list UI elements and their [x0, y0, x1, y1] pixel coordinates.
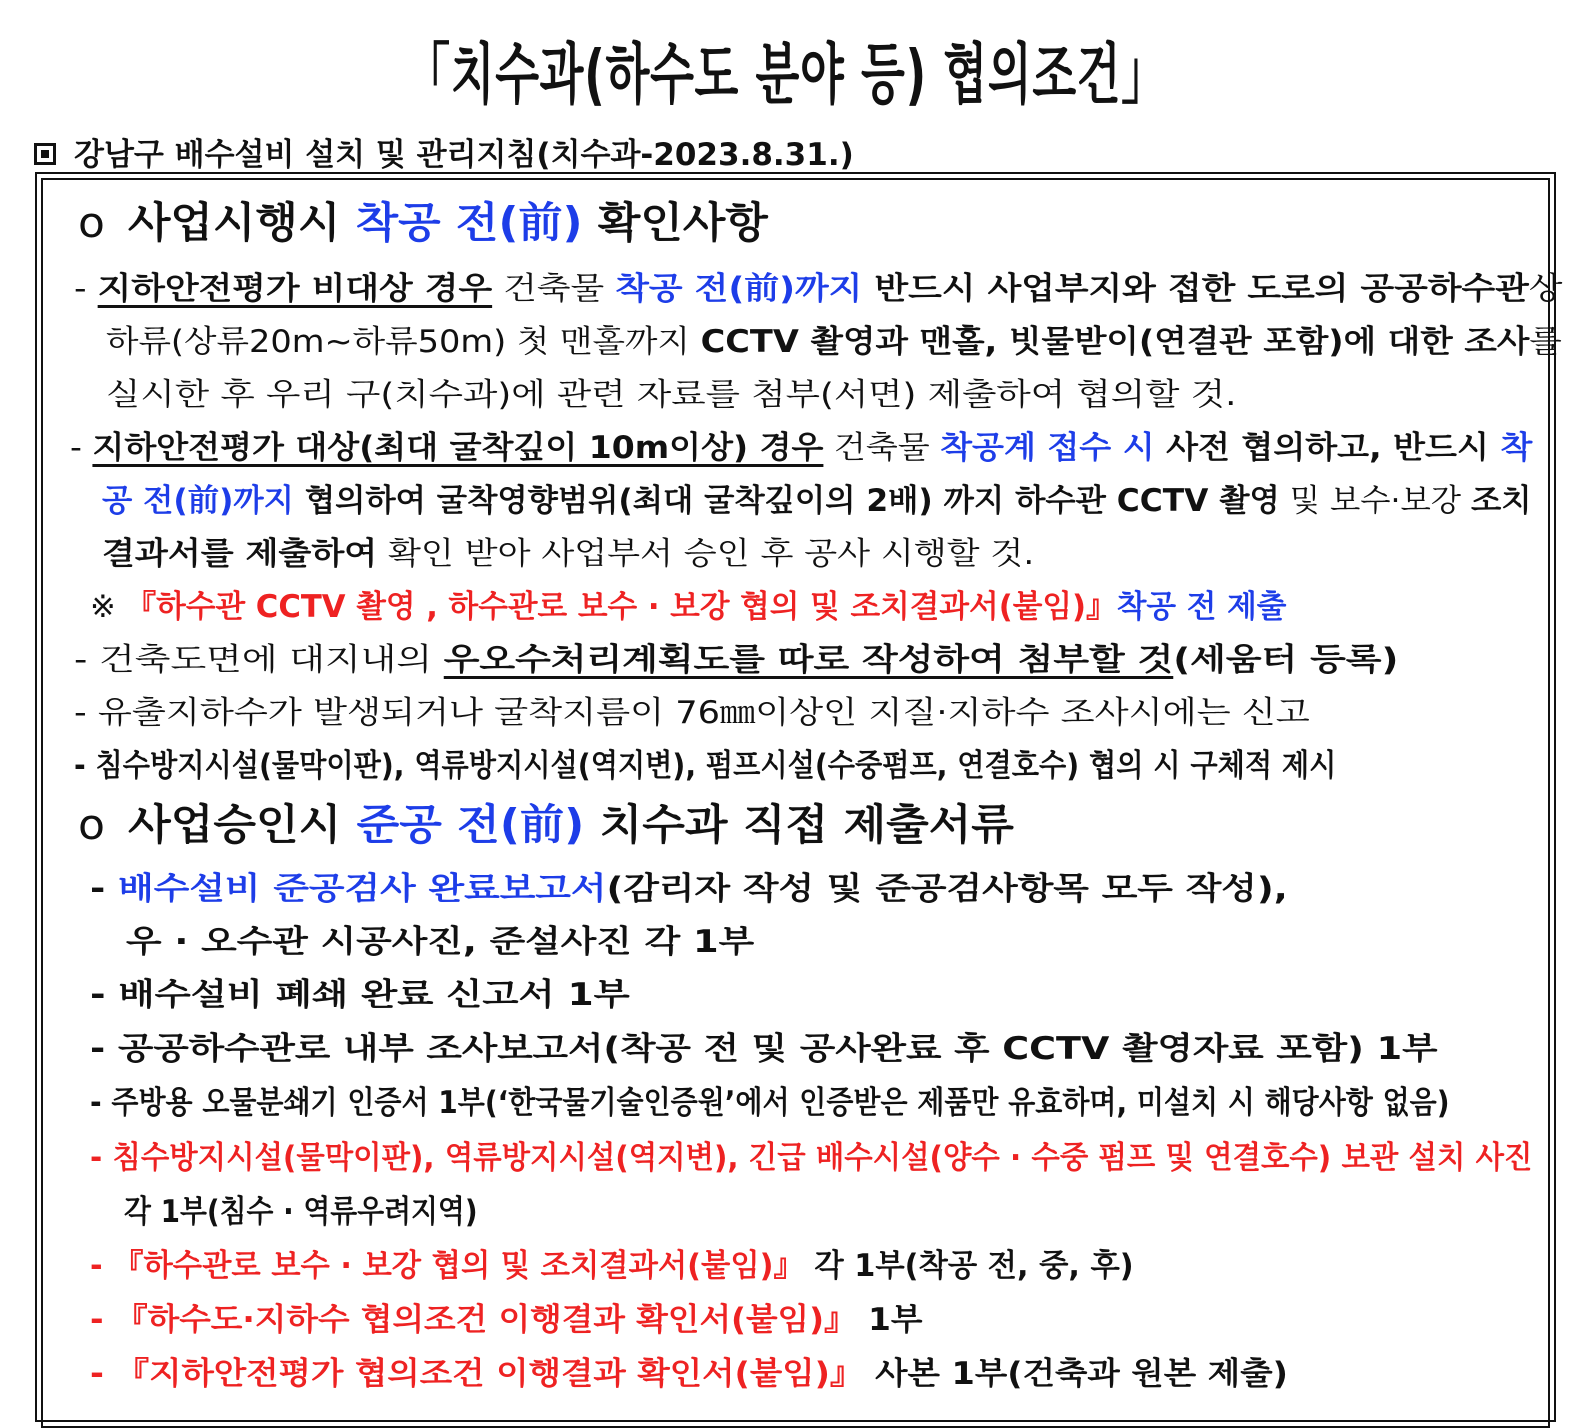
s1-item2-text-bold: 사전 협의하고, 반드시: [1154, 430, 1501, 466]
s2-item8: [90, 1349, 1288, 1399]
s1-item4: - 유출지하수가 발생되거나 굴착지름이 76㎜이상인 지질·지하수 조사시에는 신고: [74, 695, 1310, 731]
s1-item1-text-end: 상: [1528, 271, 1563, 307]
section2-heading: [78, 800, 1014, 850]
s2-item1-title: 배수설비 준공검사 완료보고서: [118, 871, 607, 907]
s1-item1-line2: [106, 317, 1562, 367]
s2-item3: - 공공하수관로 내부 조사보고서(착공 전 및 공사완료 후 CCTV 촬영자료 포함) 1부: [90, 1031, 1438, 1067]
s1-item2-condition: 지하안전평가 대상(최대 굴착깊이 10m이상) 경우: [92, 430, 824, 466]
s1-item2-text-end: 착: [1500, 430, 1533, 466]
s2-item7-black: 1부: [856, 1302, 923, 1338]
s2-item1-line1: [90, 864, 1288, 914]
s1-item2-line3a: 결과서를 제출하여: [102, 536, 378, 572]
note-mark: ※: [90, 589, 116, 625]
s1-item2-line2c: 및 보수·보강: [1279, 483, 1471, 519]
section-bullet: o: [78, 800, 106, 849]
s1-item2-line2d: 조치: [1470, 483, 1532, 519]
section2-heading-highlight: 준공 전(前): [356, 800, 585, 849]
section1-heading-c: 확인사항: [582, 198, 768, 247]
s1-item3-p1: 건축도면에 대지내의: [87, 642, 444, 678]
s1-item2-text: 건축물: [823, 430, 941, 466]
s1-item3: [74, 635, 1398, 685]
s1-item2-line1: [70, 423, 1532, 473]
section1-heading-a: 사업시행시: [127, 198, 356, 247]
s2-item4: - 주방용 오물분쇄기 인증서 1부(‘한국물기술인증원’에서 인증받은 제품만 유효하며, 미설치 시 해당사항 없음): [90, 1085, 1450, 1121]
s1-item2-line2a: 공 전(前)까지: [102, 483, 294, 519]
s1-item3-p2: 우오수처리계획도를 따로 작성하여 첨부할 것: [443, 642, 1174, 678]
s2-item6-black: 각 1부(착공 전, 중, 후): [803, 1248, 1134, 1284]
s2-item7: [90, 1295, 922, 1345]
s1-item2-deadline: 착공계 접수 시: [940, 430, 1155, 466]
s1-item3-p3: (세움터 등록): [1173, 642, 1399, 678]
s1-item2-line3: [102, 529, 1034, 579]
s1-item1-line2b: CCTV 촬영과 맨홀, 빗물받이(연결관 포함)에 대한 조사: [700, 324, 1530, 360]
s1-item1-text-bold: 반드시 사업부지와 접한 도로의 공공하수관: [862, 271, 1529, 307]
s1-item1-deadline: 착공 전(前)까지: [615, 271, 863, 307]
s1-item5: - 침수방지시설(물막이판), 역류방지시설(역지변), 펌프시설(수중펌프, 연결호수) 협의 시 구체적 제시: [74, 748, 1337, 784]
s2-item2: - 배수설비 폐쇄 완료 신고서 1부: [90, 977, 630, 1013]
s1-item1-text: 건축물: [492, 271, 616, 307]
s2-item6-red: - 『하수관로 보수 · 보강 협의 및 조치결과서(붙임)』: [90, 1248, 804, 1284]
subtitle-text: 강남구 배수설비 설치 및 관리지침(치수과-2023.8.31.): [74, 137, 854, 173]
s1-item2-line2b: 협의하여 굴착영향범위(최대 굴착깊이의 2배) 까지 하수관 CCTV 촬영: [293, 483, 1280, 519]
s1-item1-line2a: 하류(상류20m~하류50m) 첫 맨홀까지: [106, 324, 701, 360]
s2-item7-red: - 『하수도·지하수 협의조건 이행결과 확인서(붙임)』: [90, 1302, 857, 1338]
s2-item5-line2: 각 1부(침수 · 역류우려지역): [124, 1194, 478, 1230]
dash: -: [70, 430, 82, 466]
section2-heading-c: 치수과 직접 제출서류: [584, 800, 1014, 849]
s2-item5-line1: - 침수방지시설(물막이판), 역류방지시설(역지변), 긴급 배수시설(양수 · 수중 펌프 및 연결호수) 보관 설치 사진: [90, 1140, 1533, 1176]
s1-item1-line3: 실시한 후 우리 구(치수과)에 관련 자료를 첨부(서면) 제출하여 협의할 것.: [106, 377, 1237, 413]
page-title: 「치수과(하수도 분야 등) 협의조건」: [404, 36, 1168, 113]
s1-item2-line3b: 확인 받아 사업부서 승인 후 공사 시행할 것.: [377, 536, 1035, 572]
dash: -: [74, 271, 87, 307]
s1-item1-line1: [74, 264, 1562, 314]
s2-item8-black: 사본 1부(건축과 원본 제출): [863, 1356, 1288, 1392]
s2-item1-rest: (감리자 작성 및 준공검사항목 모두 작성),: [606, 871, 1288, 907]
section1-heading: [78, 198, 768, 248]
s1-note-blue: 착공 전 제출: [1116, 589, 1287, 625]
s1-note: [90, 582, 1286, 632]
dash: -: [90, 871, 119, 907]
s2-item6: [90, 1241, 1134, 1291]
section-bullet: o: [78, 198, 105, 247]
s1-item1-line2c: 를: [1529, 324, 1562, 360]
section1-heading-highlight: 착공 전(前): [355, 198, 583, 247]
s1-item2-line2: [102, 476, 1532, 526]
s2-item8-red: - 『지하안전평가 협의조건 이행결과 확인서(붙임)』: [90, 1356, 864, 1392]
s2-item1-line2: 우 · 오수관 시공사진, 준설사진 각 1부: [126, 924, 755, 960]
section2-heading-a: 사업승인시: [128, 800, 357, 849]
s1-note-red: 『하수관 CCTV 촬영 , 하수관로 보수 · 보강 협의 및 조치결과서(붙임)』: [125, 589, 1117, 625]
dash: -: [74, 642, 88, 678]
s1-item1-condition: 지하안전평가 비대상 경우: [97, 271, 493, 307]
